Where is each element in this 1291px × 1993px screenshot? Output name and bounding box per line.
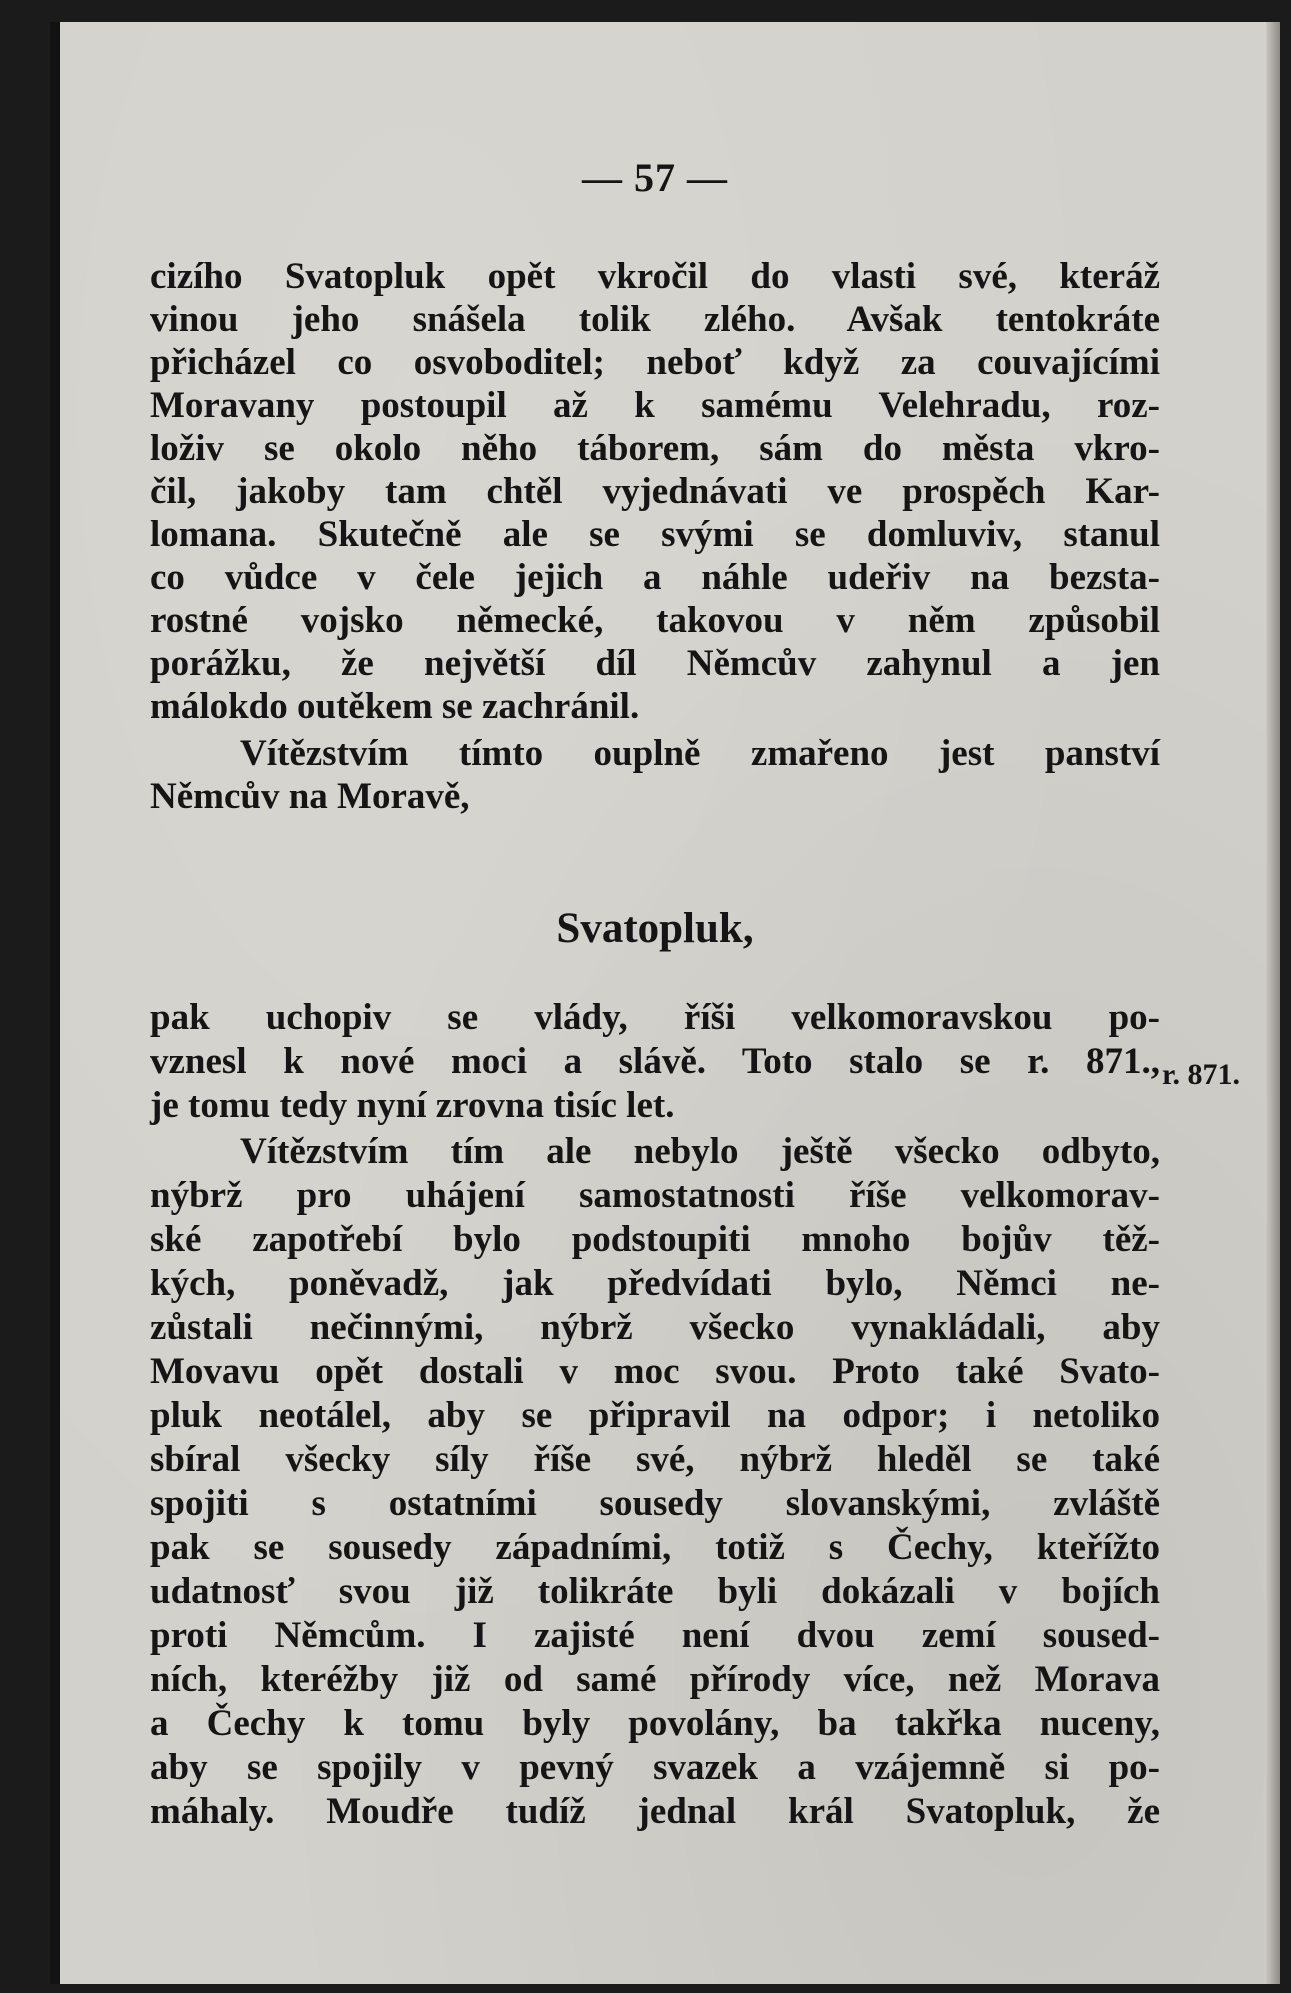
text-line: loživ se okolo něho táborem, sám do města vkro-: [150, 428, 1160, 469]
text-line: cizího Svatopluk opět vkročil do vlasti své, kteráž: [150, 256, 1160, 297]
text-line: je tomu tedy nyní zrovna tisíc let.: [150, 1085, 675, 1126]
text-line: co vůdce v čele jejich a náhle udeřiv na bezsta-: [150, 557, 1160, 598]
text-line: rostné vojsko německé, takovou v něm způsobil: [150, 600, 1160, 641]
text-line: nýbrž pro uhájení samostatnosti říše velkomorav-: [150, 1175, 1160, 1216]
section-heading: Svatopluk,: [556, 905, 754, 952]
text-line: ních, kteréžby již od samé přírody více, než Morava: [150, 1659, 1160, 1700]
text-line: málokdo outěkem se zachránil.: [150, 686, 640, 727]
text-line: lomana. Skutečně ale se svými se domluviv, stanul: [150, 514, 1160, 555]
text-line: a Čechy k tomu byly povolány, ba takřka nuceny,: [150, 1703, 1160, 1744]
text-line: Vítězstvím tím ale nebylo ještě všecko odbyto,: [240, 1131, 1160, 1172]
text-line: Němcův na Moravě,: [150, 776, 470, 817]
text-line: vinou jeho snášela tolik zlého. Avšak tentokráte: [150, 299, 1160, 340]
text-line: proti Němcům. I zajisté není dvou zemí soused-: [150, 1615, 1160, 1656]
page-number: — 57 —: [582, 155, 728, 200]
text-line: kých, poněvadž, jak předvídati bylo, Němci ne-: [150, 1263, 1160, 1304]
text-line: sbíral všecky síly říše své, nýbrž hleděl se také: [150, 1439, 1160, 1480]
text-line: pak uchopiv se vlády, říši velkomoravskou po-: [150, 997, 1160, 1038]
text-line: máhaly. Moudře tudíž jednal král Svatopluk, že: [150, 1791, 1160, 1832]
book-page: [50, 22, 1280, 1984]
text-line: vznesl k nové moci a slávě. Toto stalo se r. 871.,: [150, 1041, 1160, 1082]
page-left-edge: [50, 22, 60, 1984]
margin-note: r. 871.: [1162, 1058, 1241, 1091]
text-line: ské zapotřebí bylo podstoupiti mnoho bojův těž-: [150, 1219, 1160, 1260]
text-line: pluk neotálel, aby se připravil na odpor; i netoliko: [150, 1395, 1160, 1436]
text-line: aby se spojily v pevný svazek a vzájemně si po-: [150, 1747, 1160, 1788]
text-line: porážku, že největší díl Němcův zahynul a jen: [150, 643, 1160, 684]
text-line: pak se sousedy západními, totiž s Čechy, kteřížto: [150, 1527, 1160, 1568]
page-right-edge: [1266, 22, 1280, 1984]
text-line: zůstali nečinnými, nýbrž všecko vynakládali, aby: [150, 1307, 1160, 1348]
text-line: Moravany postoupil až k samému Velehradu, roz-: [150, 385, 1160, 426]
text-line: udatnosť svou již tolikráte byli dokázali v bojích: [150, 1571, 1160, 1612]
text-line: Movavu opět dostali v moc svou. Proto také Svato-: [150, 1351, 1160, 1392]
text-line: čil, jakoby tam chtěl vyjednávati ve prospěch Kar-: [150, 471, 1160, 512]
text-line: spojiti s ostatními sousedy slovanskými, zvláště: [150, 1483, 1160, 1524]
text-line: přicházel co osvoboditel; neboť když za couvajícími: [150, 342, 1160, 383]
text-line: Vítězstvím tímto ouplně zmařeno jest panství: [240, 733, 1160, 774]
